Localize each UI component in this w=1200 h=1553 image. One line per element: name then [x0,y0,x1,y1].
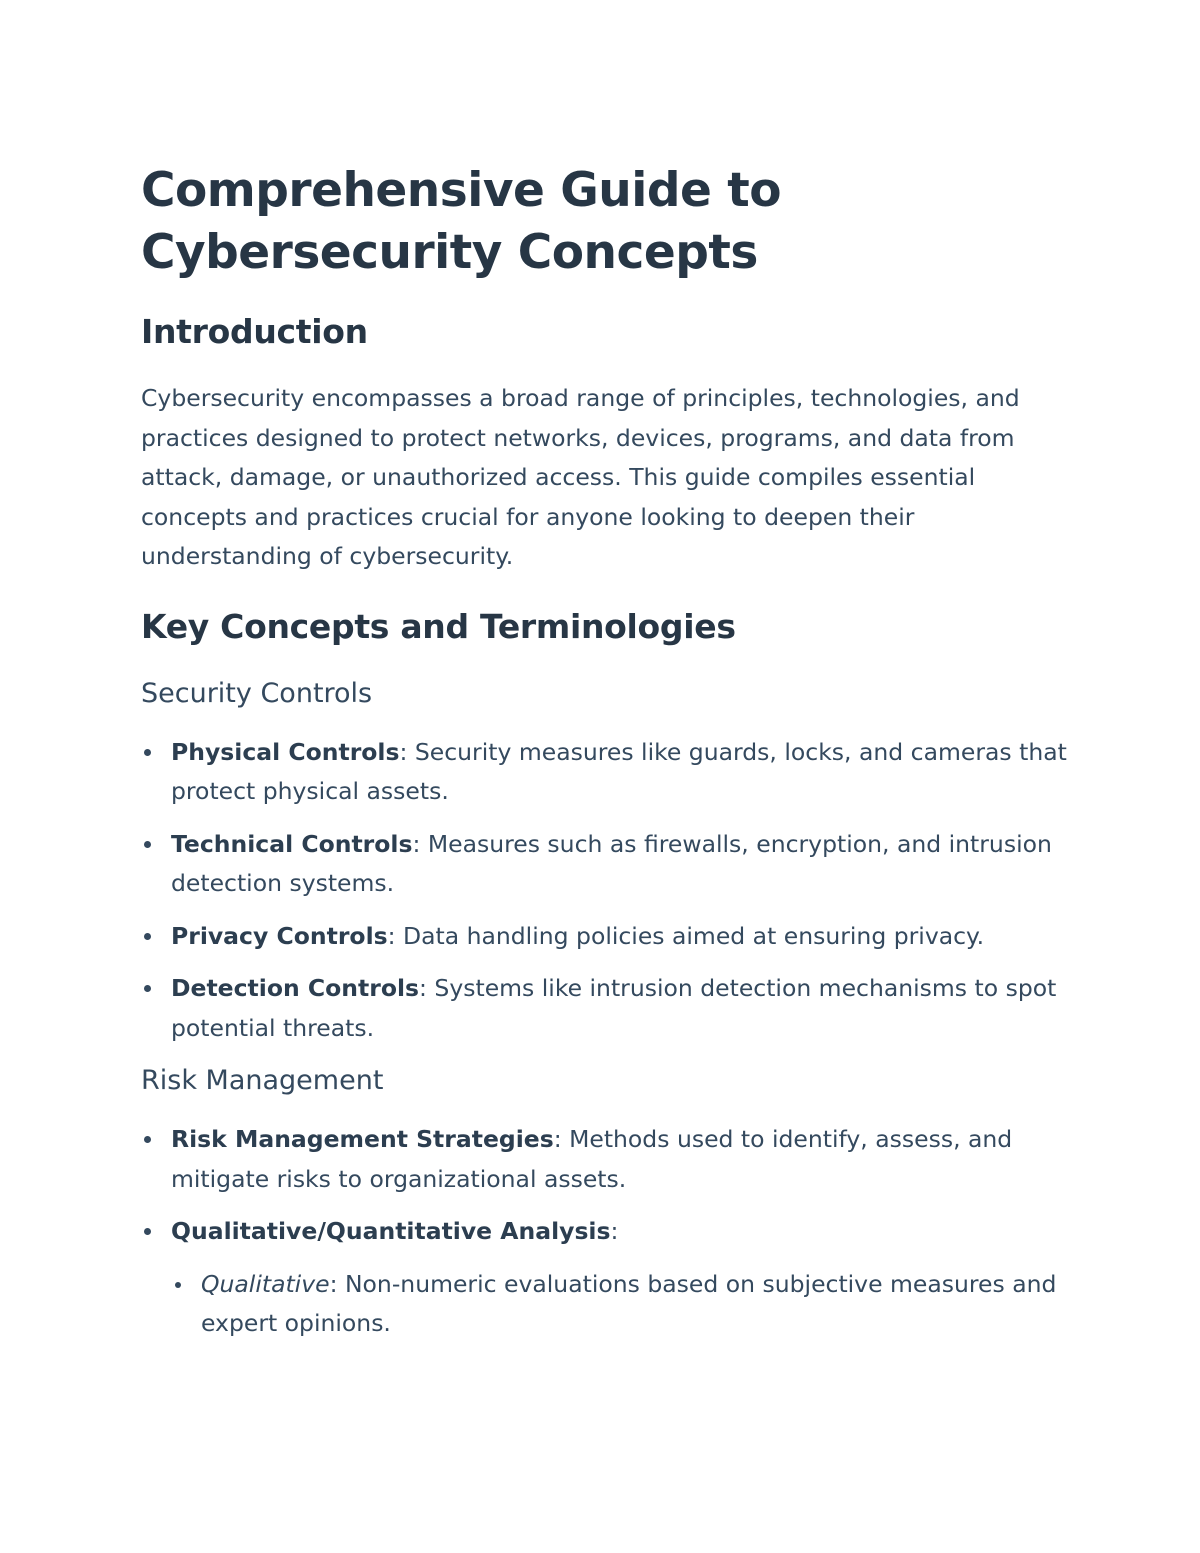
list-item-term: Risk Management Strategies [171,1125,554,1153]
list-item-term: Detection Controls [171,974,420,1002]
list-item [141,825,1071,904]
document-page [141,160,1071,1344]
sublist-item-term: Qualitative [201,1269,330,1298]
analysis-sublist [171,1265,1071,1344]
list-item-term: Qualitative/Quantitative Analysis [171,1217,611,1245]
list-item-description: : Data handling policies aimed at ensuring privacy. [387,921,985,950]
introduction-paragraph: Cybersecurity encompasses a broad range of principles, technologies, and practices designed to protect networks, devices, programs, and data from attack, damage, or unauthorized access. This guide compiles essential concepts and practices crucial for anyone looking to deepen their understanding of cybersecurity. [141,384,1020,570]
list-item-term: Technical Controls [171,829,413,858]
security-controls-heading: Security Controls [141,677,373,709]
introduction-heading: Introduction [141,312,368,351]
list-item-description: : Measures such as firewalls, encryption, and intrusion detection systems. [171,829,1052,897]
security-controls-list [141,733,1071,1049]
list-item-term: Privacy Controls [171,921,388,950]
risk-management-list [141,1120,1071,1344]
sublist-item-description: : Non-numeric evaluations based on subjective measures and expert opinions. [201,1269,1057,1337]
sublist-item [171,1265,1071,1344]
list-item [141,917,1071,957]
list-item [141,733,1071,812]
list-item-term: Physical Controls [171,737,400,766]
list-item-description: : [610,1217,619,1245]
list-item [141,1120,1071,1199]
document-title: Comprehensive Guide to Cybersecurity Concepts [141,163,782,280]
key-concepts-heading: Key Concepts and Terminologies [141,606,736,646]
list-item-description: : Methods used to identify, assess, and mitigate risks to organizational assets. [171,1125,1013,1193]
list-item-description: : Systems like intrusion detection mechanisms to spot potential threats. [171,974,1057,1042]
list-item [141,1212,1071,1344]
list-item-description: : Security measures like guards, locks, and cameras that protect physical assets. [171,737,1067,805]
risk-management-heading: Risk Management [141,1065,384,1096]
list-item [141,969,1071,1048]
